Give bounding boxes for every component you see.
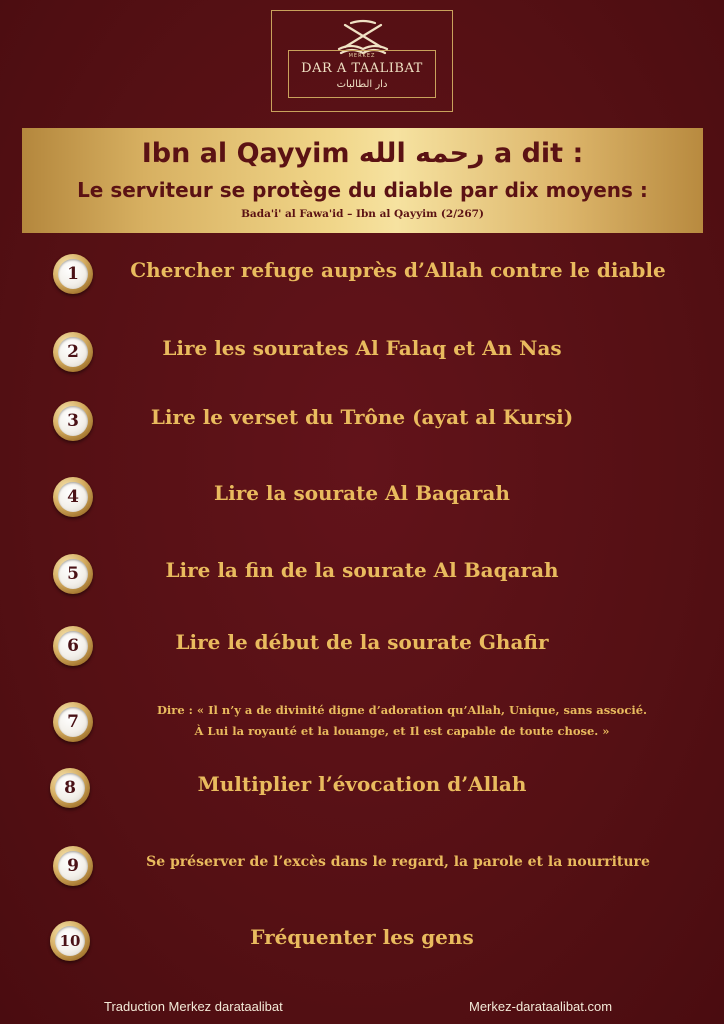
number-badge	[50, 768, 90, 808]
item-text: Lire la fin de la sourate Al Baqarah	[165, 558, 559, 582]
item-text-line-1: Dire : « Il n’y a de divinité digne d’adoration qu’Allah, Unique, sans associé.	[156, 703, 648, 717]
number-badge	[53, 554, 93, 594]
title-banner	[22, 128, 703, 233]
item-number: 3	[58, 406, 88, 436]
number-badge	[53, 846, 93, 886]
list-item	[0, 768, 724, 808]
item-text: Lire le début de la sourate Ghafir	[175, 630, 549, 654]
item-number: 7	[58, 707, 88, 737]
banner-source: Bada'i' al Fawa'id – Ibn al Qayyim (2/267)	[241, 208, 484, 220]
footer-website: Merkez-darataalibat.com	[469, 999, 613, 1014]
item-text: Lire les sourates Al Falaq et An Nas	[162, 336, 562, 360]
item-number: 2	[58, 337, 88, 367]
logo-arabic: دار الطالبات	[336, 79, 388, 90]
logo-name: DAR A TAALIBAT	[301, 61, 423, 76]
item-text	[100, 700, 704, 742]
footer-credit: Traduction Merkez darataalibat	[104, 999, 283, 1014]
item-number: 10	[55, 926, 85, 956]
item-text: Multiplier l’évocation d’Allah	[197, 772, 527, 796]
item-number: 1	[58, 259, 88, 289]
list-item	[0, 921, 724, 961]
item-number: 6	[58, 631, 88, 661]
number-badge	[53, 477, 93, 517]
item-text-line-2: À Lui la royauté et la louange, et Il est capable de toute chose. »	[194, 724, 610, 738]
item-text: Lire le verset du Trône (ayat al Kursi)	[150, 405, 574, 429]
list-item	[0, 554, 724, 594]
list-item	[0, 846, 724, 886]
banner-subtitle: Le serviteur se protège du diable par dix moyens :	[77, 178, 648, 202]
number-badge	[53, 401, 93, 441]
number-badge	[53, 626, 93, 666]
number-badge	[53, 332, 93, 372]
item-number: 5	[58, 559, 88, 589]
list-item	[0, 254, 724, 294]
banner-title: Ibn al Qayyim رحمه الله a dit :	[141, 138, 584, 169]
item-number: 4	[58, 482, 88, 512]
list-item	[0, 401, 724, 441]
list-item	[0, 477, 724, 517]
number-badge	[50, 921, 90, 961]
item-text: Lire la sourate Al Baqarah	[214, 481, 510, 505]
logo-small-text: MERKEZ	[348, 53, 376, 59]
number-badge	[53, 254, 93, 294]
logo	[271, 10, 453, 112]
item-text: Fréquenter les gens	[250, 925, 474, 949]
logo-frame	[288, 50, 436, 98]
item-text: Chercher refuge auprès d’Allah contre le diable	[130, 258, 666, 282]
item-number: 9	[58, 851, 88, 881]
list-item	[0, 332, 724, 372]
number-badge	[53, 702, 93, 742]
list-item	[0, 702, 724, 742]
item-text: Se préserver de l’excès dans le regard, la parole et la nourriture	[146, 854, 650, 870]
list-item	[0, 626, 724, 666]
item-number: 8	[55, 773, 85, 803]
